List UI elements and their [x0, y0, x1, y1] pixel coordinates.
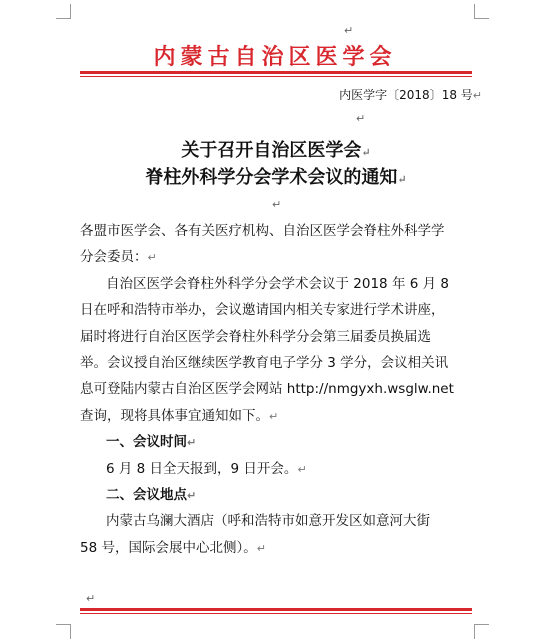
paragraph-mark: ↵	[344, 24, 354, 37]
section-time-text: 6 月 8 日全天报到，9 日开会。↵	[106, 460, 307, 477]
title-line-1: 关于召开自治区医学会↵	[181, 140, 371, 161]
intro-line: 日在呼和浩特市举办，会议邀请国内相关专家进行学术讲座，	[80, 302, 445, 319]
crop-mark-bottom-left	[56, 624, 71, 639]
intro-line: 查询，现将具体事宜通知如下。↵	[80, 407, 279, 424]
document-number: 内医学字〔2018〕18 号↵	[339, 88, 482, 102]
red-divider-top-thick	[80, 71, 472, 74]
organization-header: 内蒙古自治区医学会	[153, 44, 397, 70]
title-line-2: 脊柱外科学分会学术会议的通知↵	[145, 167, 407, 188]
red-divider-bottom-thin	[80, 613, 472, 614]
section-heading-venue: 二、会议地点↵	[106, 486, 197, 503]
crop-mark-bottom-right	[474, 624, 489, 639]
intro-line: 举。会议授自治区继续医学教育电子学分 3 学分，会议相关讯	[80, 354, 449, 371]
section-venue-text: 58 号，国际会展中心北侧）。↵	[80, 539, 266, 556]
intro-line: 届时将进行自治区医学会脊柱外科学分会第三届委员换届选	[80, 328, 431, 345]
red-divider-top-thin	[80, 76, 472, 77]
salutation-line: 分会委员：↵	[80, 249, 157, 266]
intro-line: 息可登陆内蒙古自治区医学会网站 http://nmgyxh.wsglw.net	[80, 381, 454, 398]
red-divider-bottom-thick	[80, 608, 472, 611]
crop-mark-top-left	[56, 4, 71, 19]
section-venue-text: 内蒙古乌澜大酒店（呼和浩特市如意开发区如意河大街	[106, 513, 430, 530]
section-heading-time: 一、会议时间↵	[106, 434, 197, 451]
salutation-line: 各盟市医学会、各有关医疗机构、自治区医学会脊柱外科学学	[80, 223, 445, 239]
document-body	[80, 218, 472, 561]
intro-line: 自治区医学会脊柱外科学分会学术会议于 2018 年 6 月 8	[106, 275, 449, 292]
paragraph-mark: ↵	[272, 198, 282, 211]
paragraph-mark: ↵	[86, 592, 96, 605]
crop-mark-top-right	[474, 4, 489, 19]
paragraph-mark: ↵	[356, 112, 366, 125]
